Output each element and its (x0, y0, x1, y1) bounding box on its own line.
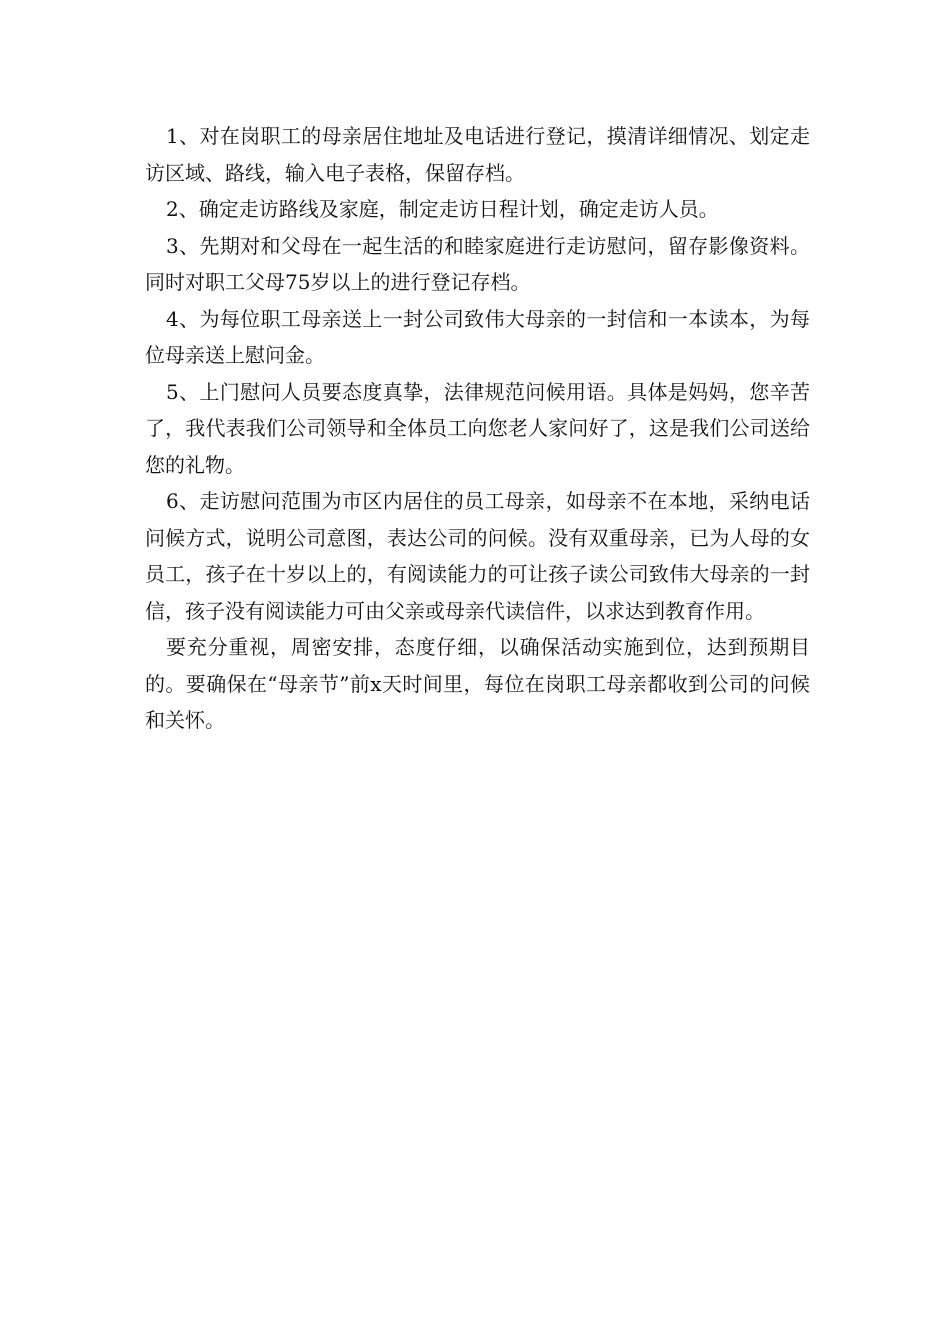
paragraph-item-4: 4、为每位职工母亲送上一封公司致伟大母亲的一封信和一本读本，为每位母亲送上慰问金。 (145, 306, 810, 367)
paragraph-item-3: 3、先期对和父母在一起生活的和睦家庭进行走访慰问，留存影像资料。同时对职工父母75岁以上的进行登记存档。 (145, 233, 810, 294)
paragraph-item-1: 1、对在岗职工的母亲居住地址及电话进行登记，摸清详细情况、划定走访区域、路线，输入电子表格，保留存档。 (145, 124, 810, 185)
closing-paragraph: 要充分重视，周密安排，态度仔细，以确保活动实施到位，达到预期目的。要确保在“母亲节”前x天时间里，每位在岗职工母亲都收到公司的问候和关怀。 (145, 635, 810, 732)
paragraph-item-5: 5、上门慰问人员要态度真挚，法律规范问候用语。具体是妈妈，您辛苦了，我代表我们公司领导和全体员工向您老人家问好了，这是我们公司送给您的礼物。 (145, 379, 810, 477)
document-body (145, 118, 810, 739)
paragraph-item-2: 2、确定走访路线及家庭，制定走访日程计划，确定走访人员。 (166, 197, 719, 221)
paragraph-item-6: 6、走访慰问范围为市区内居住的员工母亲，如母亲不在本地，采纳电话问候方式，说明公司意图，表达公司的问候。没有双重母亲，已为人母的女员工，孩子在十岁以上的，有阅读能力的可让孩子读公司致伟大母亲的一封信，孩子没有阅读能力可由父亲或母亲代读信件，以求达到教育作用。 (145, 489, 810, 623)
